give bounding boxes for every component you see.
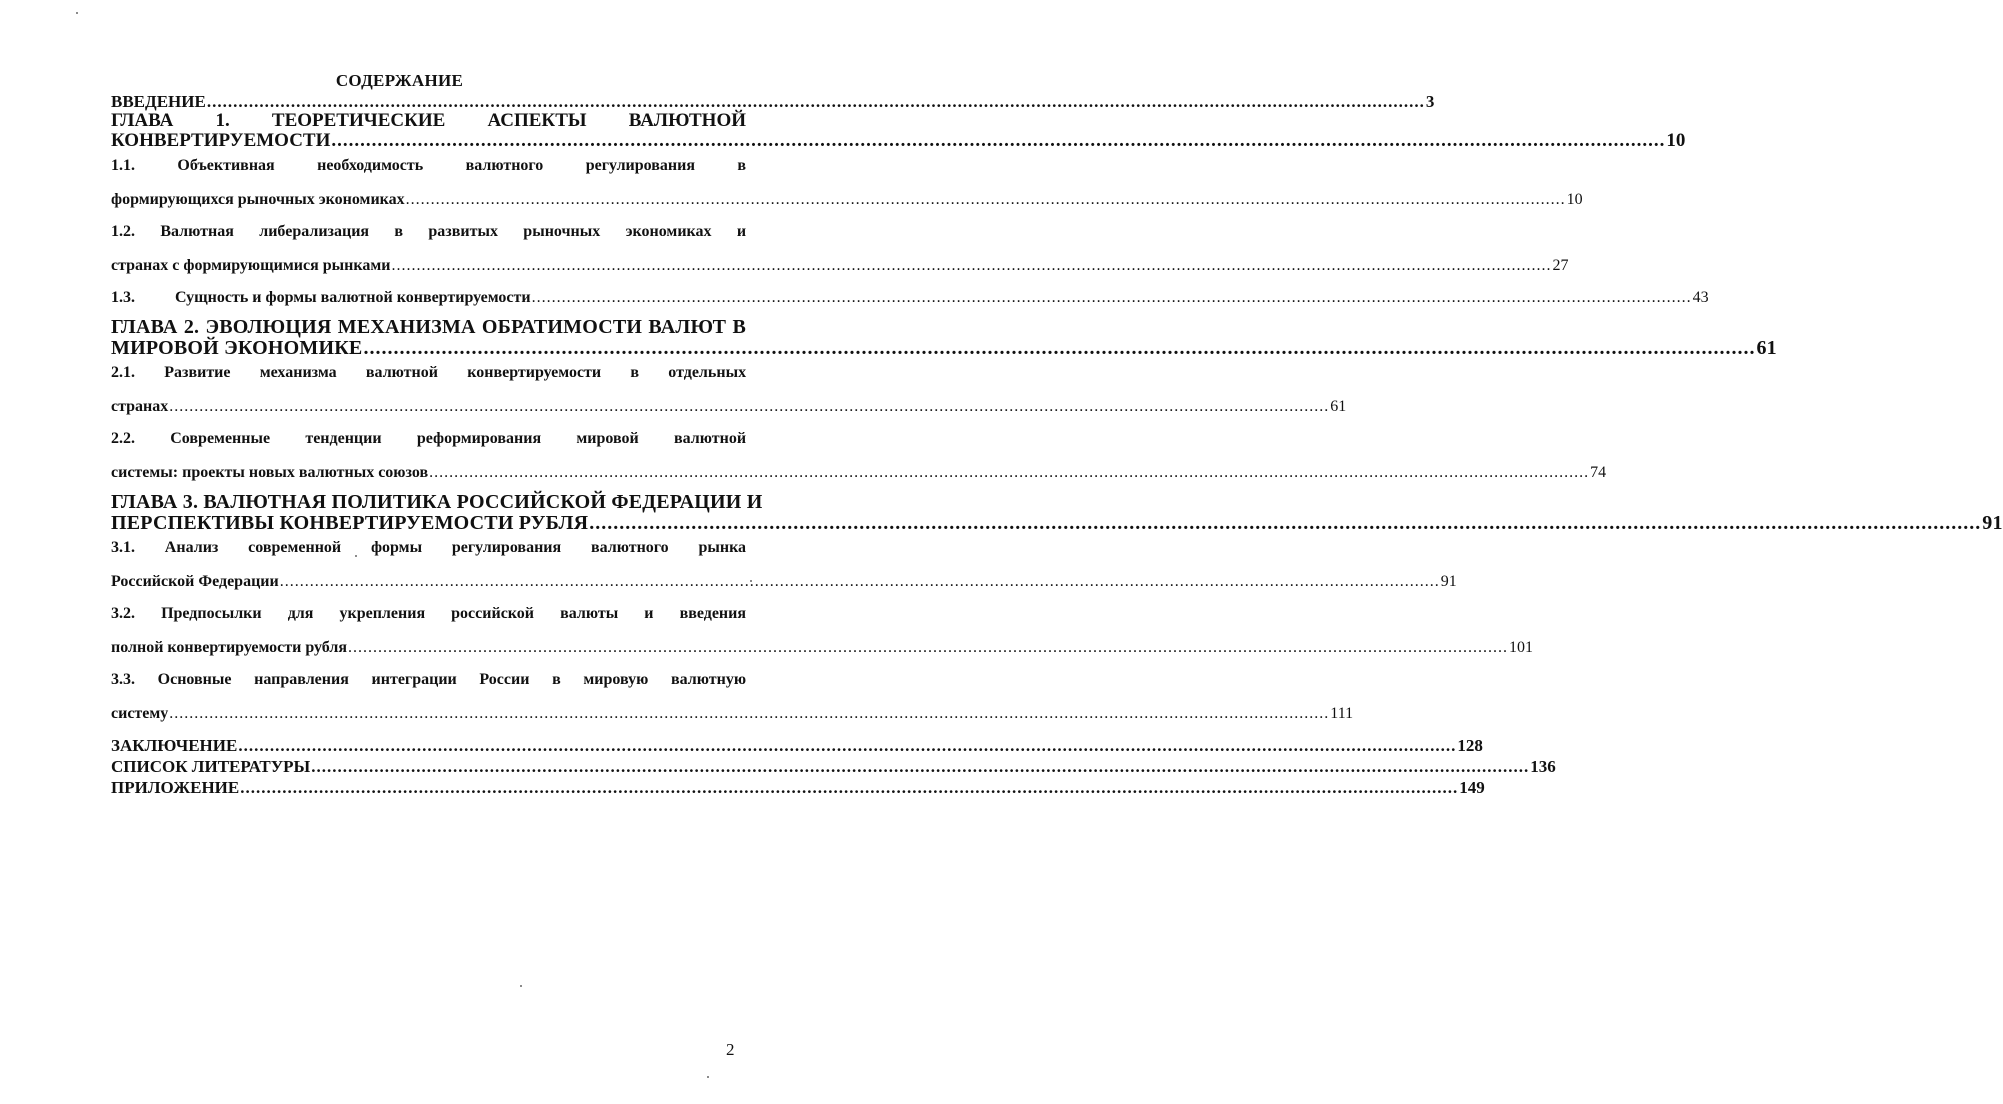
toc-section-3-1[interactable] [111,538,1457,592]
word: Валютная [160,223,234,240]
leader-dots [406,190,1566,210]
section-number: 3.2. [111,605,135,622]
word: либерализация [259,223,370,240]
word: развитых [428,223,498,240]
word: тенденции [305,430,382,447]
word: МЕХАНИЗМА [337,316,476,338]
word: конвертируемости [467,364,602,381]
toc-section-2-2[interactable] [111,429,1607,483]
toc-chapter-3[interactable] [111,491,2003,535]
word: для [287,605,314,622]
entry-page: 111 [1330,705,1354,722]
word: в [630,364,640,381]
word: механизма [259,364,337,381]
word: ГЛАВА 1. [111,110,230,131]
word: рынка [698,539,747,556]
word: формы [370,539,423,556]
section-title-line [111,538,746,560]
toc-section-1-1[interactable] [111,156,1583,210]
entry-page: 74 [1590,464,1607,481]
section-title-line [111,363,746,385]
entry-label: системы: проекты новых валютных союзов [111,464,429,481]
entry-page: 101 [1509,639,1534,656]
entry-page: 3 [1425,92,1435,111]
entry-label: формирующихся рыночных экономиках [111,191,405,208]
word: валютной [673,430,747,447]
word: валютного [590,539,669,556]
word: реформирования [416,430,542,447]
toc-chapter-1[interactable] [111,110,1686,152]
entry-label: ПРИЛОЖЕНИЕ [111,778,240,797]
entry-label: КОНВЕРТИРУЕМОСТИ [111,130,331,151]
section-title-line-end [111,572,1457,592]
word: валютной [365,364,438,381]
section-number: 3.1. [111,539,135,556]
entry-label: странах с формирующимися рынками [111,257,391,274]
entry-page: 61 [1330,398,1347,415]
word: укрепления [339,605,426,622]
leader-dots [532,288,1692,308]
leader-dots [280,572,1440,592]
word: ГЛАВА 3. [111,491,199,513]
entry-label: систему [111,705,169,722]
section-text: Сущность и формы валютной конвертируемости [175,289,531,306]
entry-page: 149 [1459,778,1485,797]
entry-page: 43 [1692,289,1709,306]
word: ПОЛИТИКА [331,491,452,513]
word: ТЕОРЕТИЧЕСКИЕ [271,110,446,131]
word: введения [679,605,747,622]
word: валютную [670,671,747,688]
word: ВАЛЮТНОЙ [628,110,747,131]
leader-dots [331,131,1665,151]
entry-label: МИРОВОЙ ЭКОНОМИКЕ [111,337,363,359]
word: АСПЕКТЫ [487,110,587,131]
toc-entry-appendix[interactable] [111,777,1485,798]
section-number: 1.1. [111,157,135,174]
leader-dots [589,513,1981,534]
word: экономиках [625,223,712,240]
word: Объективная [177,157,275,174]
word: валюты [560,605,619,622]
entry-label: СПИСОК ЛИТЕРАТУРЫ [111,757,311,776]
section-number: 2.1. [111,364,135,381]
word: валютного [465,157,544,174]
word: ВАЛЮТНАЯ [203,491,327,513]
leader-dots [348,638,1508,658]
section-number: 1.2. [111,223,135,240]
page-number: 2 [726,1040,735,1059]
word: мировой [576,430,639,447]
toc-chapter-2[interactable] [111,316,1777,360]
word: регулирования [451,539,562,556]
word: современной [248,539,342,556]
entry-label [111,288,531,308]
leader-dots [429,463,1589,483]
word: в [552,671,561,688]
chapter-title-line [111,491,763,513]
word: Предпосылки [161,605,262,622]
word: регулирования [585,157,695,174]
section-title-line [111,222,746,244]
word: рыночных [523,223,601,240]
word: ОБРАТИМОСТИ [481,316,643,338]
word: Развитие [164,364,231,381]
leader-dots [169,704,1329,724]
word: России [479,671,530,688]
section-title-line-end [111,397,1347,417]
section-title-line-end [111,704,1354,724]
word: Современные [170,430,271,447]
word: ФЕДЕРАЦИИ [611,491,742,513]
leader-dots [311,756,1529,777]
toc-section-3-2[interactable] [111,604,1534,658]
section-number: 3.3. [111,671,135,688]
entry-label: полной конвертируемости рубля [111,639,348,656]
word: необходимость [317,157,424,174]
word: в [394,223,404,240]
entry-page: 91 [1982,512,2003,534]
word: ГЛАВА 2. [111,316,200,338]
scan-speck [750,580,752,582]
word: В [732,316,747,338]
leader-dots [240,777,1458,798]
section-title-line-end [111,638,1534,658]
word: отдельных [668,364,747,381]
section-title-line [111,670,746,692]
section-title-line [111,288,1709,308]
section-number: 2.2. [111,430,135,447]
word: И [746,491,763,513]
scan-speck [707,1076,709,1078]
table-of-contents [111,91,2003,798]
word: Основные [157,671,232,688]
chapter-title-line-end [111,130,1686,152]
section-number: 1.3. [111,289,135,306]
word: и [736,223,747,240]
word: и [644,605,654,622]
toc-section-2-1[interactable] [111,363,1347,417]
toc-entry-references[interactable] [111,756,1556,777]
leader-dots [363,338,1755,359]
word: в [737,157,747,174]
word: ЭВОЛЮЦИЯ [205,316,332,338]
toc-entry-introduction[interactable] [111,91,1435,111]
scan-speck [76,12,78,14]
entry-page: 136 [1530,757,1556,776]
word: интеграции [371,671,457,688]
toc-entry-conclusion[interactable] [111,735,1483,756]
section-title-line [111,156,746,178]
entry-page: 10 [1566,191,1583,208]
leader-dots [391,256,1551,276]
word: направления [254,671,349,688]
chapter-title-line-end [111,337,1777,360]
entry-page: 10 [1666,130,1686,151]
entry-page: 128 [1457,736,1483,755]
entry-page: 91 [1440,573,1457,590]
leader-dots [238,735,1456,756]
section-title-line [111,429,746,451]
word: ВАЛЮТ [648,316,727,338]
word: РОССИЙСКОЙ [456,491,607,513]
chapter-title-line [111,317,746,338]
section-title-line-end [111,190,1583,210]
word: Анализ [164,539,219,556]
entry-label: ПЕРСПЕКТИВЫ КОНВЕРТИРУЕМОСТИ РУБЛЯ [111,512,589,534]
chapter-title-line-end [111,512,2003,535]
chapter-title-line [111,111,746,131]
leader-dots [207,91,1425,112]
word: российской [451,605,535,622]
entry-page: 61 [1756,337,1777,359]
toc-section-1-3[interactable] [111,288,1709,308]
entry-label: Российской Федерации [111,573,279,590]
section-title-line [111,604,746,626]
toc-title: СОДЕРЖАНИЕ [335,71,464,90]
entry-label: странах [111,398,169,415]
scan-speck [355,555,357,557]
leader-dots [169,397,1329,417]
scan-speck [520,985,522,987]
entry-page: 27 [1552,257,1569,274]
toc-section-3-3[interactable] [111,670,1354,724]
entry-label: ЗАКЛЮЧЕНИЕ [111,736,238,755]
word: мировую [583,671,649,688]
section-title-line-end [111,463,1607,483]
entry-label: ВВЕДЕНИЕ [111,92,206,111]
section-title-line-end [111,256,1569,276]
toc-section-1-2[interactable] [111,222,1569,276]
